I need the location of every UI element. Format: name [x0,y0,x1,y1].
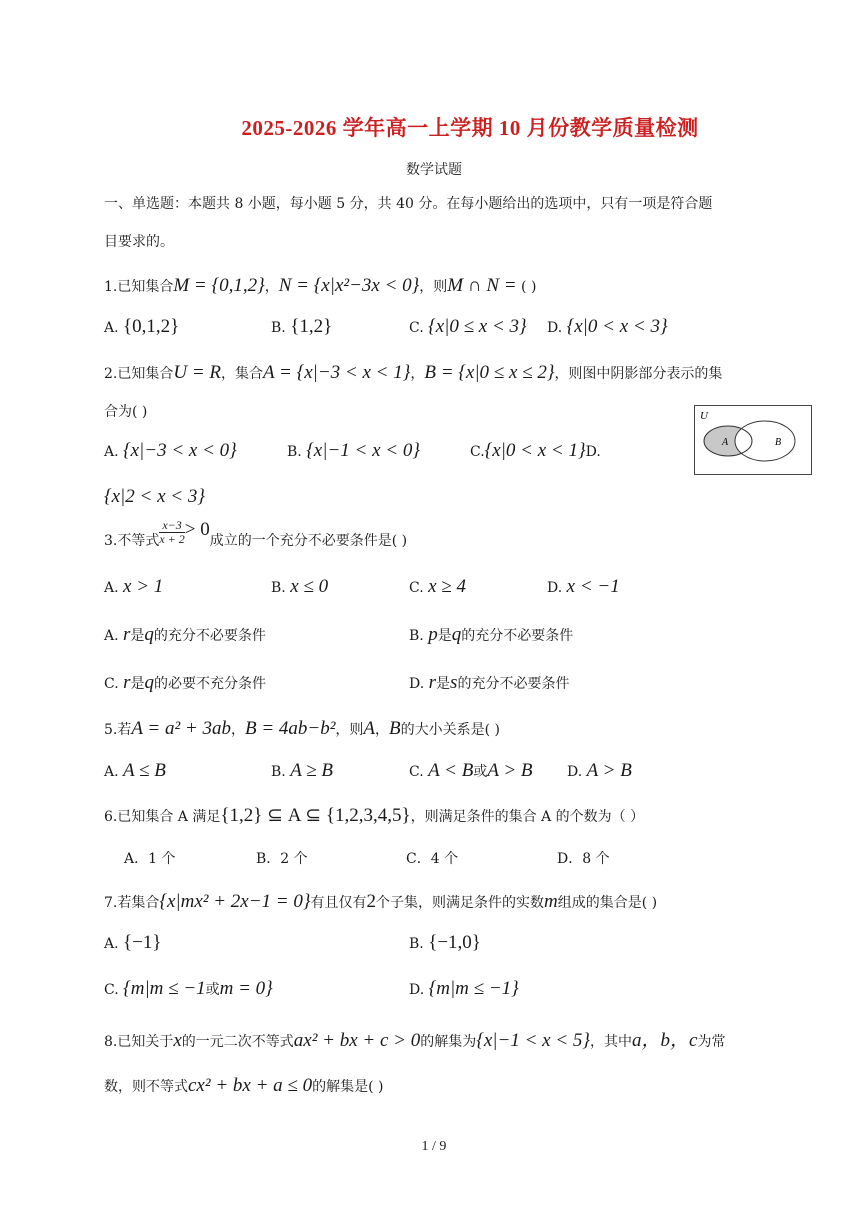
q7-var: m [543,891,558,912]
q5-var-a: A [363,718,376,739]
option-value: A < B [428,760,474,781]
q6-text-post: ，则满足条件的集合 A 的个数为（ ） [410,809,645,825]
option-label: B. [409,628,429,644]
q2-text-3: ，则图中阴影部分表示的集 [554,366,723,382]
q6-option-a [124,848,175,868]
q6-option-d [557,848,610,868]
q5-option-c [409,760,533,782]
option-text: 的充分不必要条件 [457,676,570,692]
page-number: 1 / 9 [421,1139,447,1154]
option-var: r [123,672,131,693]
option-value: A ≥ B [290,760,333,781]
q1-sep: ， [264,279,279,295]
q1-option-a [104,316,179,338]
option-value: {x|−1 < x < 0} [306,440,420,461]
q7-text-3: 个子集，则满足条件的实数 [375,895,544,911]
option-label: C． [406,851,431,867]
venn-label-a: A [722,437,729,448]
question-2 [104,363,722,384]
q8-text-3: 的解集为 [420,1034,477,1050]
option-text: 是 [130,628,145,644]
option-label: D. [547,320,567,336]
option-or: 或 [473,764,488,780]
q5-text-2: ，则 [335,722,364,738]
q2-set-b: B = {x|0 ≤ x ≤ 2} [424,362,555,383]
option-var: q [451,624,462,645]
q2-text: 2.已知集合 [104,366,174,382]
q7-option-b [409,932,481,954]
option-label: C. [409,580,429,596]
q8-inequality-2: cx² + bx + a ≤ 0 [188,1075,313,1096]
q5-expr-b: B = 4ab−b² [244,718,336,739]
q8-text-5: 为常 [697,1034,726,1050]
option-var: s [450,672,458,693]
option-text: 的必要不充分条件 [154,676,267,692]
option-label: A． [124,851,149,867]
question-5 [104,719,500,740]
q8-line2-text: 数，则不等式 [104,1079,188,1095]
option-var: r [123,624,131,645]
q1-set-n: N = {x|x²−3x < 0} [278,275,420,296]
option-text: 是 [437,628,452,644]
option-var: q [144,672,155,693]
question-8 [104,1031,725,1052]
q1-text: 1.已知集合 [104,279,174,295]
q6-text: 6.已知集合 A 满足 [104,809,221,825]
q7-set: {x|mx² + 2x−1 = 0} [159,891,311,912]
option-value: A > B [586,760,632,781]
option-label: A. [104,628,124,644]
option-value: {m|m ≤ −1 [123,978,206,999]
q1-option-b [271,316,332,338]
q3-option-a [104,576,163,598]
q1-blank: ( ) [516,279,537,295]
option-label: A. [104,580,124,596]
q3-text: 3.不等式 [104,533,160,549]
q8-line-2 [104,1076,383,1097]
option-value: {x|0 < x < 1} [484,440,586,461]
option-label: C. [104,676,124,692]
q2-option-b [287,440,420,462]
question-3 [104,517,408,551]
q2-line-2: 合为( ) [104,404,148,420]
option-label: D. [547,580,567,596]
q6-option-c [406,848,458,868]
q7-option-a [104,932,161,954]
option-value: {x|−3 < x < 0} [123,440,237,461]
q7-text-post: 组成的集合是( ) [557,895,658,911]
q2-option-d [104,486,205,508]
q2-option-a [104,440,237,462]
q7-count: 2 [366,891,376,912]
option-value: x ≤ 0 [290,576,329,597]
option-label: A. [104,936,124,952]
q8-text-4: ，其中 [590,1034,633,1050]
section-instruction-line-1: 一、单选题：本题共 8 小题，每小题 5 分，共 40 分。在每小题给出的选项中，只有一项是符合题 [104,196,713,212]
q2-universe: U = R [173,362,222,383]
option-value: {x|2 < x < 3} [104,486,205,507]
q3-text-post: 成立的一个充分不必要条件是( ) [209,533,408,549]
option-label: B. [271,580,291,596]
option-label: B. [271,764,291,780]
q5-expr-a: A = a² + 3ab [131,718,231,739]
q3-rhs: > 0 [184,519,210,540]
option-label: D. [567,764,587,780]
option-label: A. [104,444,124,460]
q8-line2-post: 的解集是( ) [312,1079,384,1095]
q8-solution-set: {x|−1 < x < 5} [476,1030,591,1051]
section-instruction-line-2: 目要求的。 [104,234,174,250]
q3-fraction [159,519,184,546]
option-text: 的充分不必要条件 [153,628,266,644]
option-label: B． [256,851,281,867]
option-value: {x|0 < x < 3} [566,316,668,337]
option-value: 4 个 [430,851,459,867]
q2-sep: ， [410,366,425,382]
option-label: D. [409,982,429,998]
q2-option-c [470,440,601,462]
q2-text-2: ，集合 [221,366,264,382]
option-label: B. [271,320,291,336]
option-label: A. [104,320,124,336]
question-6 [104,806,644,827]
option-var: q [144,624,154,645]
option-text: 是 [436,676,451,692]
option-value: x ≥ 4 [428,576,466,597]
q7-text-2: 有且仅有 [310,895,367,911]
question-7 [104,892,657,913]
venn-label-b: B [775,437,782,448]
q1-set-m: M = {0,1,2} [173,275,265,296]
q2-set-a: A = {x|−3 < x < 1} [263,362,411,383]
option-value: 2 个 [280,851,308,867]
option-value: {x|0 ≤ x < 3} [428,316,527,337]
q1-option-d [547,316,668,338]
q3-option-d [547,576,620,598]
option-value: 1 个 [148,851,176,867]
option-or: 或 [205,982,220,998]
option-value: 8 个 [582,851,610,867]
q5-sep: ， [230,722,245,738]
q1-option-c [409,316,527,338]
option-label: A. [104,764,124,780]
option-label: C. [409,764,429,780]
option-value: {1,2} [290,316,333,337]
q8-inequality: ax² + bx + c > 0 [293,1030,421,1051]
venn-svg [695,406,811,474]
q7-option-c [104,978,273,1000]
option-label: B. [409,936,429,952]
q4-option-b [409,624,573,646]
q4-option-d [409,672,569,694]
q8-constants: a，b，c [632,1030,698,1051]
q8-text-2: 的一元二次不等式 [181,1034,294,1050]
page-subtitle: 数学试题 [406,162,462,178]
q6-option-b [256,848,308,868]
q3-option-c [409,576,466,598]
option-var: r [428,672,437,693]
option-value: {m|m ≤ −1} [428,978,519,999]
q4-option-a [104,624,266,646]
option-label: C. [104,982,124,998]
q8-var-x: x [173,1030,182,1051]
q1-text-mid: ，则 [419,279,448,295]
option-label: C. [470,444,485,460]
q2-option-d-label: D. [585,444,601,460]
q5-text: 5.若 [104,722,132,738]
option-label: C. [409,320,429,336]
q3-denominator: x + 2 [159,531,185,546]
option-label: D． [557,851,583,867]
q8-text: 8.已知关于 [104,1034,174,1050]
q5-option-d [567,760,632,782]
q4-option-c [104,672,266,694]
q5-option-a [104,760,166,782]
venn-label-u: U [700,410,708,422]
option-var: p [428,624,438,645]
q7-option-d [409,978,519,1000]
option-value: {−1} [123,932,162,953]
page-title: 2025-2026 学年高一上学期 10 月份教学质量检测 [241,116,699,140]
option-value-2: m = 0} [219,978,273,999]
q3-numerator: x−3 [159,519,184,533]
option-value: x > 1 [123,576,164,597]
option-value: x < −1 [566,576,620,597]
option-value: A ≤ B [123,760,166,781]
q3-option-b [271,576,328,598]
option-text: 的充分不必要条件 [461,628,574,644]
q5-option-b [271,760,333,782]
q1-expression: M ∩ N = [447,275,517,296]
q5-sep-2: ， [375,722,390,738]
venn-diagram [694,405,812,475]
option-value: {0,1,2} [123,316,180,337]
q6-expression: {1,2} ⊆ A ⊆ {1,2,3,4,5} [220,805,411,826]
option-text: 是 [130,676,145,692]
q5-var-b: B [389,718,401,739]
option-label: D. [409,676,429,692]
q7-text: 7.若集合 [104,895,160,911]
option-value: {−1,0} [428,932,481,953]
option-value-2: A > B [487,760,533,781]
q5-text-post: 的大小关系是( ) [400,722,501,738]
question-1 [104,276,536,297]
option-label: B. [287,444,307,460]
